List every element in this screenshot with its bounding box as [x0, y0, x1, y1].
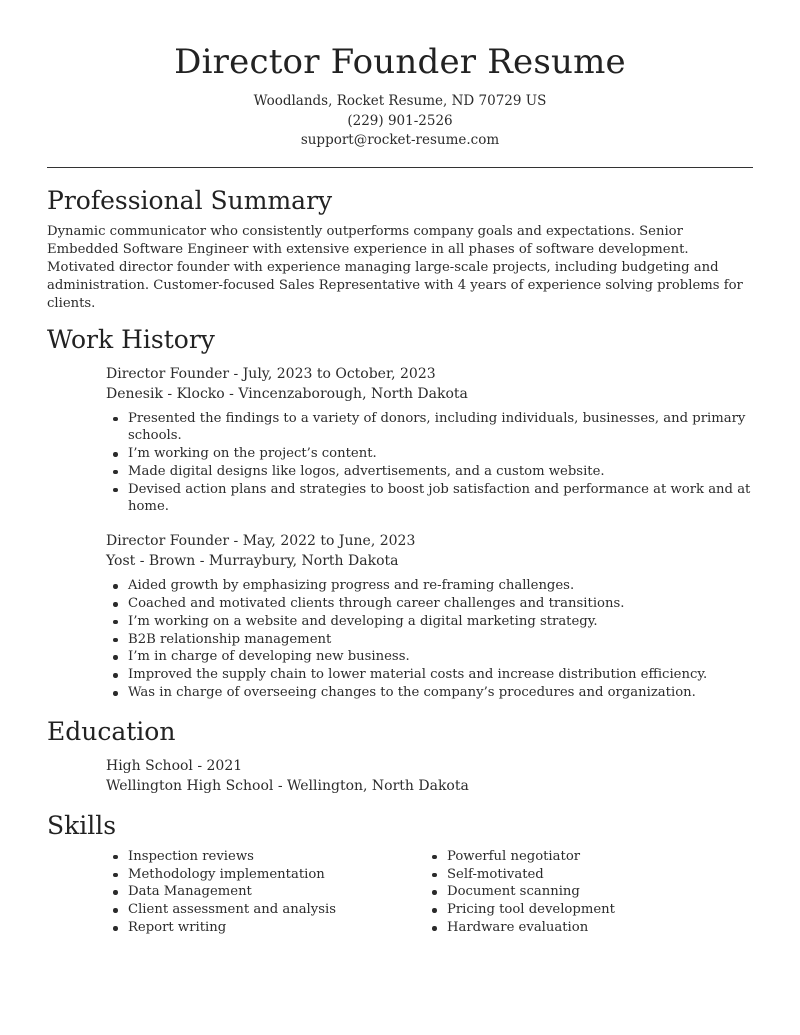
list-item: Powerful negotiator — [447, 848, 744, 866]
list-item: I’m in charge of developing new business. — [128, 648, 753, 666]
job-title-dates: Director Founder - May, 2022 to June, 2023 — [106, 533, 416, 550]
list-item: Methodology implementation — [128, 866, 425, 884]
job-bullets — [106, 577, 753, 702]
education-entry — [106, 756, 753, 796]
work-history-heading: Work History — [47, 324, 215, 354]
list-item: Hardware evaluation — [447, 919, 744, 937]
skills-list — [425, 848, 744, 937]
list-item: Client assessment and analysis — [128, 901, 425, 919]
contact-phone: (229) 901-2526 — [347, 112, 453, 129]
resume-page — [47, 0, 753, 937]
list-item: Report writing — [128, 919, 425, 937]
skills-list — [106, 848, 425, 937]
job-company-location: Denesik - Klocko - Vincenzaborough, North Dakota — [106, 385, 468, 402]
list-item: Was in charge of overseeing changes to the company’s procedures and organization. — [128, 684, 753, 702]
job-entry — [106, 364, 753, 517]
skills-heading: Skills — [47, 810, 117, 840]
list-item: I’m working on the project’s content. — [128, 445, 753, 463]
job-company-location: Yost - Brown - Murraybury, North Dakota — [106, 553, 399, 570]
skills-grid — [106, 848, 753, 937]
resume-header — [47, 0, 753, 151]
summary-text: Dynamic communicator who consistently outperforms company goals and expectations. Senior Embedded Software Engineer with extensive experience in all phases of software development. Motivated director founder with experience managing large-scale projects, including budgeting and administration. Customer-focused Sales Representative with 4 years of experience solving problems for clients. — [47, 223, 743, 311]
list-item: Presented the findings to a variety of donors, including individuals, businesses, and primary schools. — [128, 410, 753, 446]
contact-address: Woodlands, Rocket Resume, ND 70729 US — [253, 93, 547, 109]
contact-email[interactable]: support@rocket-resume.com — [300, 132, 500, 148]
skills-column-left — [106, 848, 425, 937]
list-item: Made digital designs like logos, advertisements, and a custom website. — [128, 463, 753, 481]
list-item: Self-motivated — [447, 866, 744, 884]
list-item: Aided growth by emphasizing progress and re-framing challenges. — [128, 577, 753, 595]
list-item: Improved the supply chain to lower material costs and increase distribution efficiency. — [128, 666, 753, 684]
list-item: I’m working on a website and developing a digital marketing strategy. — [128, 613, 753, 631]
job-entry — [106, 531, 753, 702]
education-section — [47, 716, 753, 796]
list-item: Data Management — [128, 883, 425, 901]
contact-info — [47, 92, 753, 151]
list-item: Pricing tool development — [447, 901, 744, 919]
job-bullets — [106, 410, 753, 517]
header-divider — [47, 167, 753, 168]
list-item: Inspection reviews — [128, 848, 425, 866]
work-history-section — [47, 324, 753, 702]
education-degree-year: High School - 2021 — [106, 757, 243, 774]
skills-section — [47, 810, 753, 937]
list-item: Devised action plans and strategies to boost job satisfaction and performance at work and at home. — [128, 481, 753, 517]
list-item: B2B relationship management — [128, 631, 753, 649]
education-heading: Education — [47, 716, 176, 746]
list-item: Document scanning — [447, 883, 744, 901]
summary-section — [47, 185, 753, 313]
list-item: Coached and motivated clients through career challenges and transitions. — [128, 595, 753, 613]
education-school-location: Wellington High School - Wellington, North Dakota — [106, 777, 469, 794]
summary-heading: Professional Summary — [47, 185, 333, 215]
resume-title: Director Founder Resume — [174, 42, 626, 82]
job-title-dates: Director Founder - July, 2023 to October, 2023 — [106, 365, 436, 382]
skills-column-right — [425, 848, 744, 937]
